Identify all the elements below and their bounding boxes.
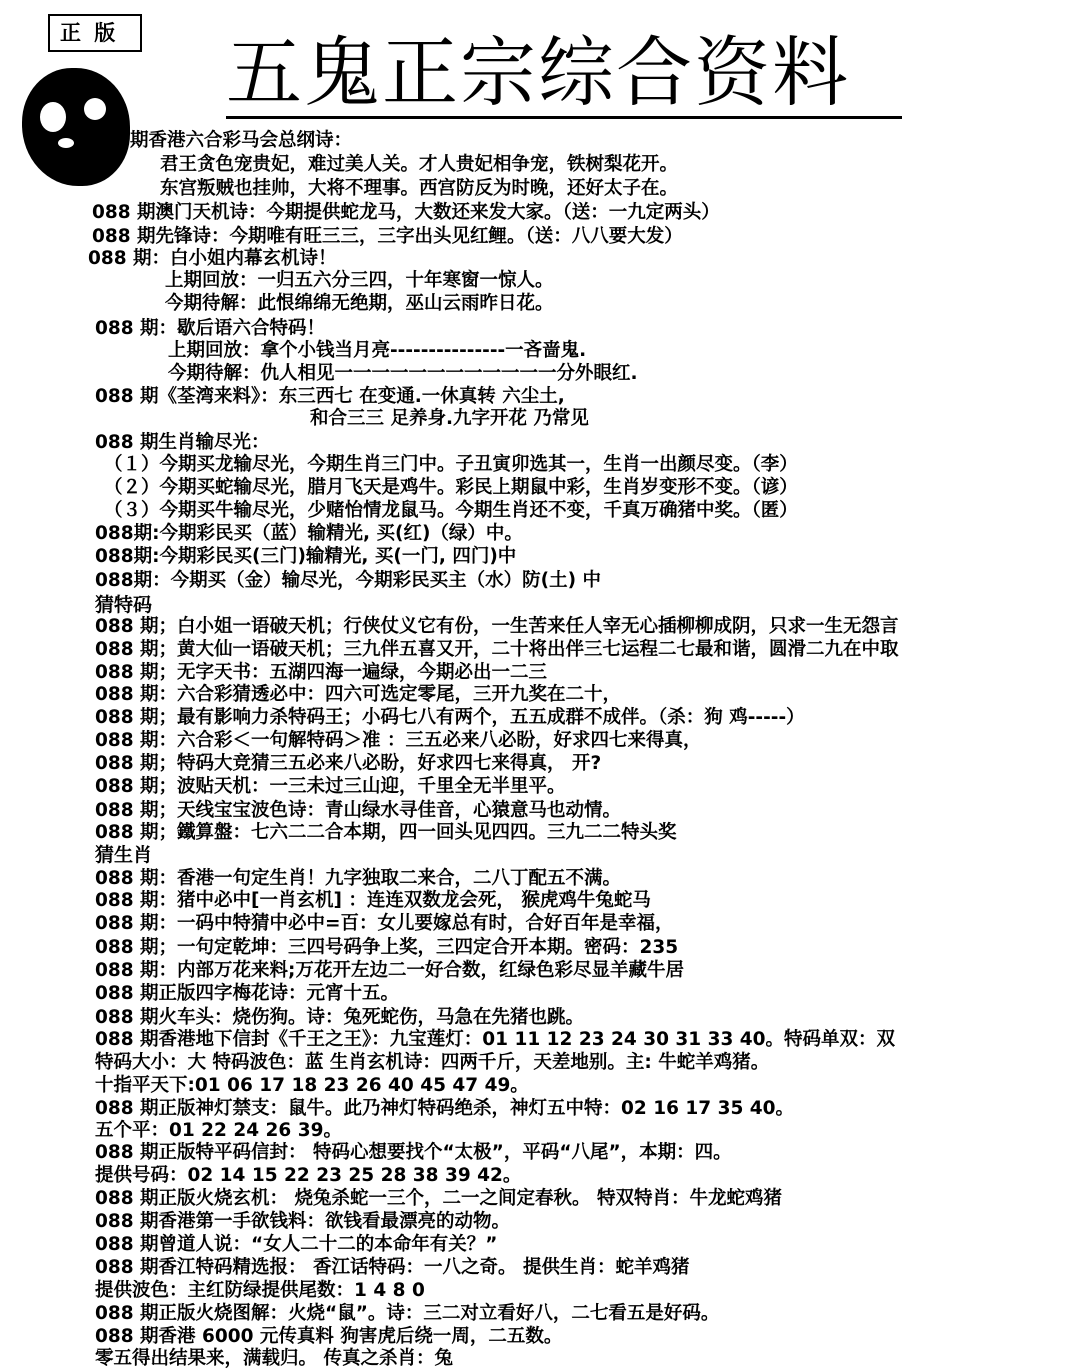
text-line: 088 期；最有影响力杀特码王；小码七八有两个，五五成群不成伴。（杀：狗 鸡-----） bbox=[95, 707, 805, 728]
text-line: 088 期《荃湾来料》：东三西七 在变通.一休真转 六尘土, bbox=[95, 386, 565, 407]
text-line: 088 期火车头：烧伤狗。诗：兔死蛇伤，马急在先猪也跳。 bbox=[95, 1007, 585, 1028]
text-line: 088 期正版四字梅花诗：元宵十五。 bbox=[95, 983, 400, 1004]
page-title: 五鬼正宗综合资料 bbox=[226, 30, 902, 119]
text-line: 088 期香港 6000 元传真料 狗害虎后绕一周，二五数。 bbox=[95, 1326, 563, 1347]
text-line: 五个平：01 22 24 26 39。 bbox=[95, 1120, 342, 1141]
text-line: 088 期：白小姐内幕玄机诗！ bbox=[88, 248, 337, 269]
text-line: 088 期曾道人说：“女人二十二的本命年有关？” bbox=[95, 1234, 498, 1255]
text-line: 088 期香港地下信封《千王之王》：九宝莲灯：01 11 12 23 24 30 31 33 40。特码单双：双 bbox=[95, 1029, 896, 1050]
text-line: 提供号码：02 14 15 22 23 25 28 38 39 42。 bbox=[95, 1165, 522, 1186]
text-line: 088 期香江特码精选报： 香江话特码：一八之奇。 提供生肖：蛇羊鸡猪 bbox=[95, 1257, 690, 1278]
text-line: 十指平天下:01 06 17 18 23 26 40 45 47 49。 bbox=[95, 1075, 529, 1096]
section-heading: 猜生肖 bbox=[95, 844, 153, 866]
text-line: 今期待解：此恨绵绵无绝期，巫山云雨昨日花。 bbox=[165, 293, 554, 314]
text-line: 088 期；一句定乾坤：三四号码争上奖，三四定合开本期。密码：235 bbox=[95, 937, 679, 958]
text-line: 088 期：一码中特猜中必中=百：女儿要嫁总有时，合好百年是幸福， bbox=[95, 913, 674, 934]
text-line: 088 期：香港一句定生肖！九字独取二来合，二八丁配五不满。 bbox=[95, 868, 622, 889]
text-line: 上期回放：拿个小钱当月亮---------------一吝啬鬼. bbox=[168, 340, 587, 361]
text-line: 088 期；波贴天机：一三未过三山迎，千里全无半里平。 bbox=[95, 776, 566, 797]
text-line: 特码大小：大 特码波色：蓝 生肖玄机诗：四两千斤，天差地别。主: 牛蛇羊鸡猪。 bbox=[95, 1052, 770, 1073]
text-line: 088 期；天线宝宝波色诗：青山绿水寻佳音，心猿意马也动情。 bbox=[95, 800, 622, 821]
text-line: 088 期澳门天机诗：今期提供蛇龙马，大数还来发大家。（送：一九定两头） bbox=[92, 202, 720, 223]
text-line: （３）今期买牛输尽光，少赌怡情龙鼠马。今期生肖还不变，千真万确猪中奖。（匿） bbox=[104, 500, 798, 521]
text-line: 088 期；特码大竞猜三五必来八必盼，好求四七来得真， 开? bbox=[95, 753, 602, 774]
text-line: 今期待解：仇人相见一一一一一一一一一一一一分外眼红. bbox=[168, 363, 638, 384]
text-line: 088 期香港第一手欲钱料：欲钱看最漂亮的动物。 bbox=[95, 1211, 511, 1232]
zhengban-badge: 正 版 bbox=[48, 14, 142, 52]
text-line: 君王贪色宠贵妃，难过美人关。才人贵妃相争宠，铁树梨花开。 bbox=[160, 154, 679, 175]
section-heading: 猜特码 bbox=[95, 594, 153, 616]
text-line: 088 期正版火烧图解：火烧“鼠”。诗：三二对立看好八，二七看五是好码。 bbox=[95, 1303, 720, 1324]
text-line: 088 期：猪中必中[一肖玄机] ：连连双数龙会死， 猴虎鸡牛兔蛇马 bbox=[95, 890, 651, 911]
text-line: 和合三三 足养身.九字开花 乃常见 bbox=[310, 408, 589, 429]
text-line: 088 期；鐵算盤：七六二二合本期，四一回头见四四。三九二二特头奖 bbox=[95, 822, 677, 843]
text-line: 088 期：内部万花来料;万花开左边二一好合数，红绿色彩尽显羊藏牛居 bbox=[95, 960, 684, 981]
text-line: 088 期；无字天书：五湖四海一遍绿，今期必出一二三 bbox=[95, 662, 548, 683]
text-line: 零五得出结果来，满载归。 传真之杀肖：兔 bbox=[95, 1348, 453, 1369]
text-line: （１）今期买龙输尽光，今期生肖三门中。子丑寅卯选其一，生肖一出颜尽变。（李） bbox=[104, 454, 798, 475]
text-line: 088 期；白小姐一语破天机；行侠仗义它有份，一生苦来任人宰无心插柳柳成阴，只求一生无怨言 bbox=[95, 616, 899, 637]
text-line: 东宫叛贼也挂帅，大将不理事。西宫防反为时晚，还好太子在。 bbox=[160, 178, 679, 199]
text-line: 088期:今期彩民买(三门)输精光, 买(一门, 四门)中 bbox=[95, 546, 517, 567]
text-line: 088期：今期买（金）输尽光，今期彩民买主（水）防(土) 中 bbox=[95, 570, 601, 591]
text-line: 期香港六合彩马会总纲诗： bbox=[130, 130, 353, 151]
text-line: 088 期生肖输尽光： bbox=[95, 432, 270, 453]
text-line: 088 期：六合彩猜透必中：四六可选定零尾，三开九奖在二十， bbox=[95, 684, 622, 705]
text-line: 088 期正版火烧玄机： 烧兔杀蛇一三个，二一之间定春秋。 特双特肖：牛龙蛇鸡猪 bbox=[95, 1188, 782, 1209]
text-line: 088 期：歇后语六合特码！ bbox=[95, 318, 326, 339]
ghost-logo-icon bbox=[22, 68, 130, 186]
text-line: （２）今期买蛇输尽光，腊月飞天是鸡牛。彩民上期鼠中彩，生肖岁变形不变。（谚） bbox=[104, 477, 798, 498]
text-line: 088 期先锋诗：今期唯有旺三三，三字出头见红鲤。（送：八八要大发） bbox=[92, 226, 683, 247]
text-line: 088 期：六合彩＜一句解特码＞准 ：三五必来八必盼，好求四七来得真， bbox=[95, 730, 702, 751]
text-line: 088 期正版神灯禁支：鼠牛。此乃神灯特码绝杀，神灯五中特：02 16 17 35 40。 bbox=[95, 1098, 795, 1119]
text-line: 上期回放：一归五六分三四，十年寒窗一惊人。 bbox=[165, 270, 554, 291]
text-line: 088 期；黄大仙一语破天机；三九伴五喜又开，二十将出伴三七运程二七最和谐，圆滑二九在中取 bbox=[95, 639, 899, 660]
text-line: 提供波色：主红防绿提供尾数：1 4 8 0 bbox=[95, 1280, 425, 1301]
text-line: 088 期正版特平码信封： 特码心想要找个“太极”，平码“八尾”，本期：四。 bbox=[95, 1142, 732, 1163]
text-line: 088期:今期彩民买（蓝）输精光, 买(红)（绿）中。 bbox=[95, 523, 523, 544]
